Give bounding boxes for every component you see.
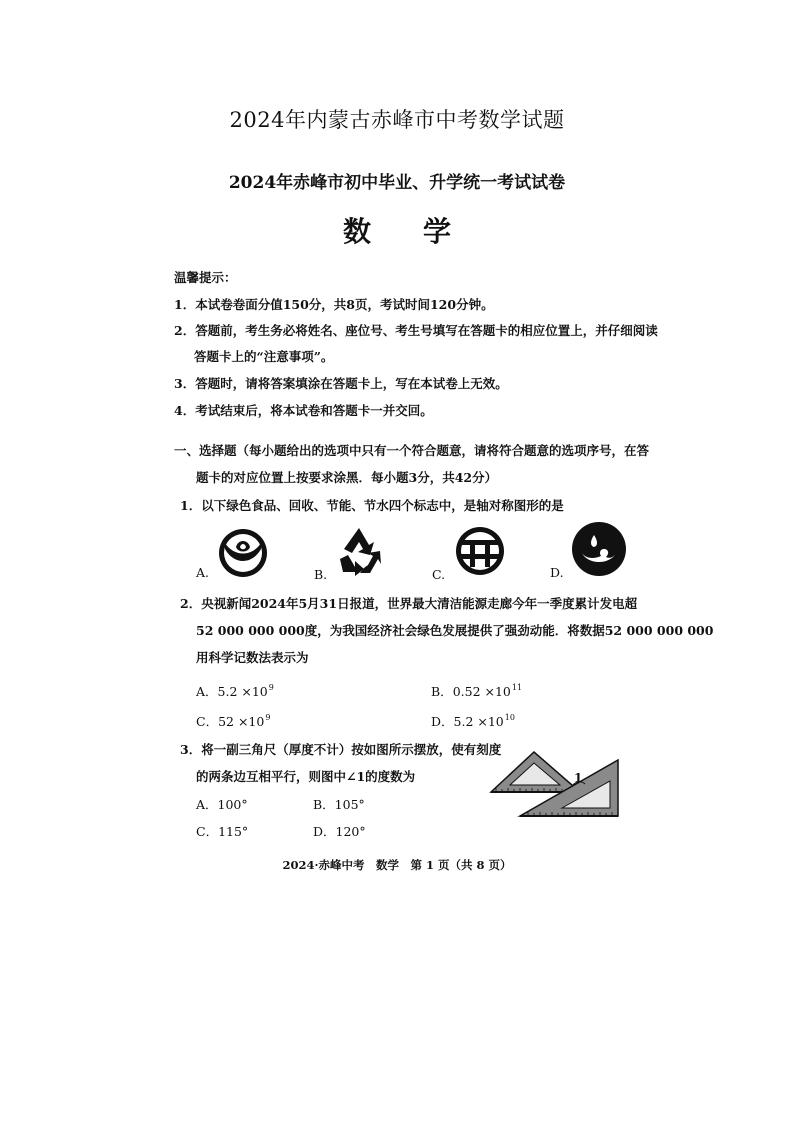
set-squares-figure: [488, 746, 638, 818]
q2-option-c: [196, 712, 270, 730]
q2-option-d: [431, 712, 515, 730]
q1-option-b-label: B.: [314, 567, 328, 582]
q2-option-b-label: B．: [431, 684, 453, 699]
tip-4: 4．考试结束后，将本试卷和答题卡一并交回。: [174, 403, 433, 418]
water-saving-logo-icon: [570, 521, 628, 577]
tip-1: 1．本试卷卷面分值150分，共8页，考试时间120分钟。: [174, 297, 494, 312]
q3-option-c: C．115°: [196, 824, 249, 839]
question-1-stem: 1．以下绿色食品、回收、节能、节水四个标志中，是轴对称图形的是: [180, 498, 564, 513]
q2-option-a-base: 5.2 ×10: [217, 684, 268, 699]
question-3-line-2: 的两条边互相平行，则图中∠1的度数为: [196, 769, 416, 784]
tip-3: 3．答题时，请将答案填涂在答题卡上，写在本试卷上无效。: [174, 376, 508, 391]
q2-option-a: [196, 682, 274, 700]
q1-option-c-label: C.: [432, 567, 446, 582]
upper-set-square: [491, 752, 583, 792]
angle-1-label: 1: [574, 771, 583, 785]
tips-heading: 温馨提示：: [174, 270, 237, 285]
q3-option-a: A．100°: [196, 797, 248, 812]
question-2-line-3: 用科学记数法表示为: [196, 650, 309, 665]
q2-option-a-label: A．: [196, 684, 218, 699]
q1-option-d-label: D.: [550, 565, 564, 580]
document-title: 2024年内蒙古赤峰市中考数学试题: [229, 108, 565, 132]
page-footer: 2024·赤峰中考 数学 第 1 页（共 8 页）: [282, 858, 512, 872]
exam-subtitle: 2024年赤峰市初中毕业、升学统一考试试卷: [228, 173, 566, 193]
q2-option-d-exponent: 10: [504, 713, 515, 722]
q2-option-d-label: D．: [431, 714, 454, 729]
question-2-line-2: 52 000 000 000度，为我国经济社会绿色发展提供了强劲动能．将数据52 000 000 000: [196, 623, 714, 638]
q2-option-c-label: C．: [196, 714, 219, 729]
subject-heading: 数学: [342, 215, 503, 248]
q2-option-b: [431, 682, 522, 700]
q2-option-d-base: 5.2 ×10: [453, 714, 504, 729]
question-3-line-1: 3．将一副三角尺（厚度不计）按如图所示摆放，使有刻度: [180, 742, 502, 757]
tip-2-continued: 答题卡上的“注意事项”。: [194, 349, 334, 364]
section-1-heading: 一、选择题（每小题给出的选项中只有一个符合题意，请将符合题意的选项序号，在答: [174, 443, 650, 458]
q2-option-b-exponent: 11: [511, 683, 523, 692]
green-food-logo-icon: [216, 527, 270, 579]
q2-option-b-base: 0.52 ×10: [452, 684, 511, 699]
q3-option-d: D．120°: [313, 824, 366, 839]
energy-saving-logo-icon: [453, 525, 507, 577]
question-2-line-1: 2．央视新闻2024年5月31日报道，世界最大清洁能源走廊今年一季度累计发电超: [180, 596, 638, 611]
section-1-heading-continued: 题卡的对应位置上按要求涂黑．每小题3分，共42分）: [196, 470, 498, 485]
tip-2: 2．答题前，考生务必将姓名、座位号、考生号填写在答题卡的相应位置上，并仔细阅读: [174, 323, 658, 338]
q2-option-a-exponent: 9: [268, 683, 274, 692]
recycle-logo-icon: [334, 525, 384, 577]
q1-option-a-label: A.: [196, 565, 210, 580]
q3-option-b: B．105°: [313, 797, 365, 812]
q2-option-c-base: 52 ×10: [218, 714, 265, 729]
q2-option-c-exponent: 9: [265, 713, 271, 722]
